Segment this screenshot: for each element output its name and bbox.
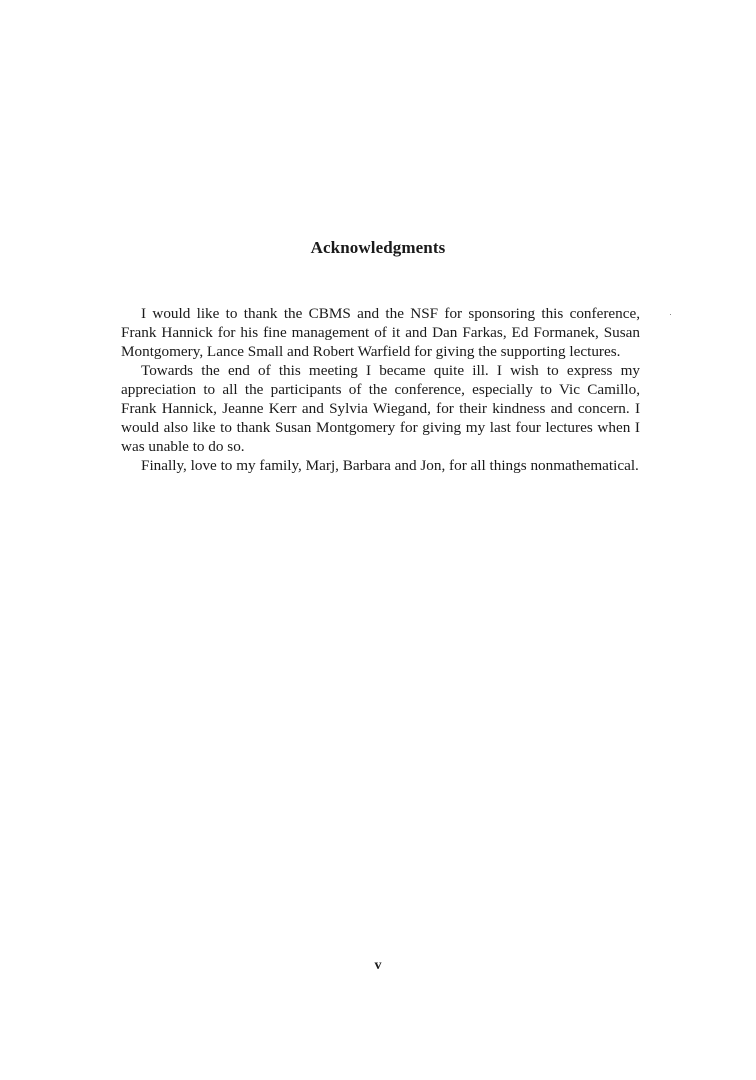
- paragraph-illness: Towards the end of this meeting I became quite ill. I wish to express my appreciation to all the participants of the conference, especially to Vic Camillo, Frank Hannick, Jeanne Kerr and Sylvia Wiegand, for their kindness and concern. I would also like to thank Susan Montgomery for giving my last four lectures when I was unable to do so.: [121, 362, 640, 455]
- scan-speck: [670, 314, 671, 315]
- page-number: v: [374, 958, 382, 973]
- paragraph-sponsors: I would like to thank the CBMS and the NSF for sponsoring this conference, Frank Hannick for his fine management of it and Dan Farkas, Ed Formanek, Susan Montgomery, Lance Small and Robert Warfield for giving the supporting lectures.: [121, 305, 640, 360]
- acknowledgments-body: [121, 304, 640, 475]
- paragraph-family: Finally, love to my family, Marj, Barbara and Jon, for all things nonmathematical.: [141, 457, 639, 474]
- page-title: Acknowledgments: [310, 238, 446, 257]
